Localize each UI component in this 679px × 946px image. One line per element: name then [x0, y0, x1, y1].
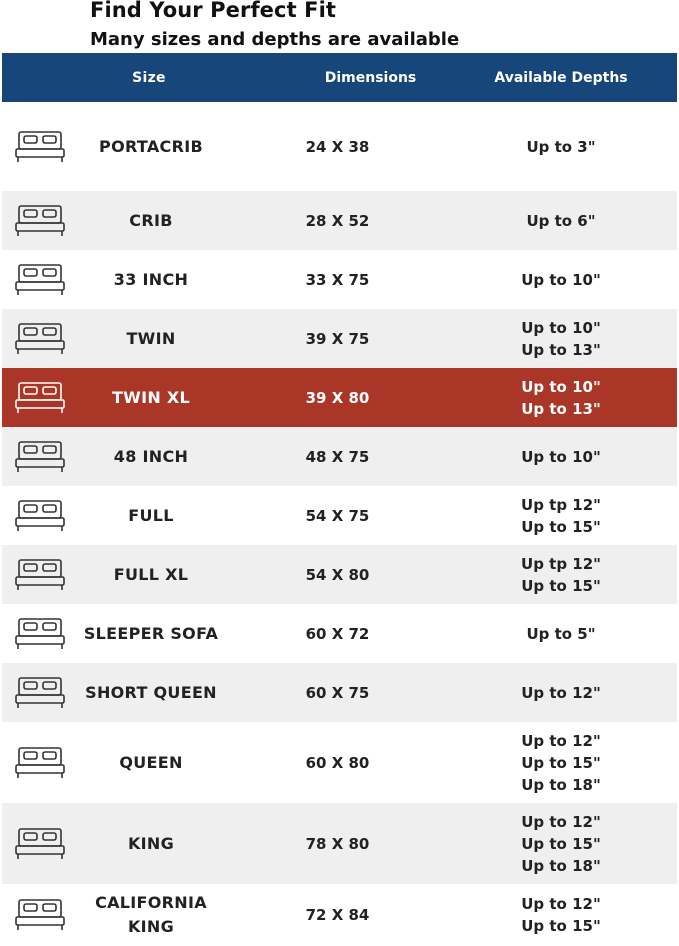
row-dimensions: 54 X 80	[305, 565, 370, 584]
row-size: PORTACRIB	[99, 136, 203, 156]
table-row	[2, 486, 677, 545]
table-row	[2, 427, 677, 486]
row-size: KING	[127, 833, 175, 853]
table-row	[2, 309, 677, 368]
depth-value: Up to 10"	[521, 377, 601, 396]
depth-value: Up to 12"	[521, 683, 601, 702]
row-depths	[445, 136, 677, 158]
header-size: Size	[132, 69, 166, 86]
page-title: Find Your Perfect Fit	[90, 0, 337, 22]
bed-icon	[2, 746, 72, 780]
table-row	[2, 102, 677, 191]
bed-icon	[2, 130, 72, 164]
header-depths: Available Depths	[494, 69, 628, 86]
bed-icon	[2, 440, 72, 474]
bed-icon	[2, 204, 72, 238]
row-depths	[445, 494, 677, 538]
bed-icon	[2, 676, 72, 710]
table-row	[2, 722, 677, 803]
row-depths	[445, 210, 677, 232]
row-dimensions: 60 X 80	[305, 753, 370, 772]
bed-icon	[2, 558, 72, 592]
depth-value: Up to 6"	[526, 211, 596, 230]
table-row	[2, 368, 677, 427]
depth-value: Up to 12"	[521, 812, 601, 831]
table-row	[2, 545, 677, 604]
depth-value: Up to 13"	[521, 399, 601, 418]
row-size: SLEEPER SOFA	[83, 623, 219, 643]
depth-value: Up to 18"	[521, 856, 601, 875]
page-subtitle: Many sizes and depths are available	[90, 29, 460, 50]
bed-icon	[2, 898, 72, 932]
row-depths	[445, 317, 677, 361]
depth-value: Up to 10"	[521, 270, 601, 289]
row-dimensions: 33 X 75	[305, 270, 370, 289]
table-row	[2, 803, 677, 884]
depth-value: Up to 15"	[521, 917, 601, 935]
row-dimensions: 54 X 75	[305, 506, 370, 525]
depth-value: Up to 15"	[521, 753, 601, 772]
row-size: QUEEN	[119, 752, 183, 772]
bed-icon	[2, 617, 72, 651]
row-depths	[445, 682, 677, 704]
row-size: CALIFORNIA KING	[95, 893, 207, 936]
depth-value: Up to 15"	[521, 576, 601, 595]
row-dimensions: 39 X 75	[305, 329, 370, 348]
depth-value: Up tp 12"	[521, 554, 601, 573]
bed-icon	[2, 322, 72, 356]
row-depths	[445, 811, 677, 877]
row-dimensions: 48 X 75	[305, 447, 370, 466]
depth-value: Up to 18"	[521, 775, 601, 794]
depth-value: Up to 15"	[521, 834, 601, 853]
row-dimensions: 39 X 80	[305, 388, 370, 407]
depth-value: Up tp 12"	[521, 495, 601, 514]
row-size: TWIN	[126, 328, 176, 348]
row-depths	[445, 269, 677, 291]
row-dimensions: 24 X 38	[305, 137, 370, 156]
row-depths	[445, 623, 677, 645]
depth-value: Up to 13"	[521, 340, 601, 359]
row-dimensions: 60 X 75	[305, 683, 370, 702]
depth-value: Up to 15"	[521, 517, 601, 536]
size-table	[2, 53, 677, 946]
depth-value: Up to 5"	[526, 624, 596, 643]
bed-icon	[2, 499, 72, 533]
depth-value: Up to 12"	[521, 895, 601, 913]
row-dimensions: 78 X 80	[305, 834, 370, 853]
table-body	[2, 102, 677, 946]
row-size: 48 INCH	[113, 446, 189, 466]
depth-value: Up to 3"	[526, 137, 596, 156]
row-size: FULL	[128, 505, 174, 525]
row-depths	[445, 893, 677, 937]
table-row	[2, 663, 677, 722]
row-dimensions: 60 X 72	[305, 624, 370, 643]
table-row	[2, 250, 677, 309]
row-size: SHORT QUEEN	[85, 682, 217, 702]
depth-value: Up to 10"	[521, 318, 601, 337]
bed-icon	[2, 263, 72, 297]
row-size: FULL XL	[113, 564, 189, 584]
row-depths	[445, 446, 677, 468]
row-dimensions: 28 X 52	[305, 211, 370, 230]
row-size: 33 INCH	[113, 269, 189, 289]
depth-value: Up to 12"	[521, 731, 601, 750]
row-size: TWIN XL	[111, 387, 191, 407]
table-row	[2, 604, 677, 663]
row-depths	[445, 553, 677, 597]
header-dimensions: Dimensions	[324, 69, 417, 86]
bed-icon	[2, 827, 72, 861]
row-depths	[445, 376, 677, 420]
row-size: CRIB	[129, 210, 173, 230]
table-header	[2, 53, 677, 102]
row-depths	[445, 730, 677, 796]
depth-value: Up to 10"	[521, 447, 601, 466]
table-row	[2, 191, 677, 250]
bed-icon	[2, 381, 72, 415]
row-dimensions: 72 X 84	[305, 906, 370, 924]
